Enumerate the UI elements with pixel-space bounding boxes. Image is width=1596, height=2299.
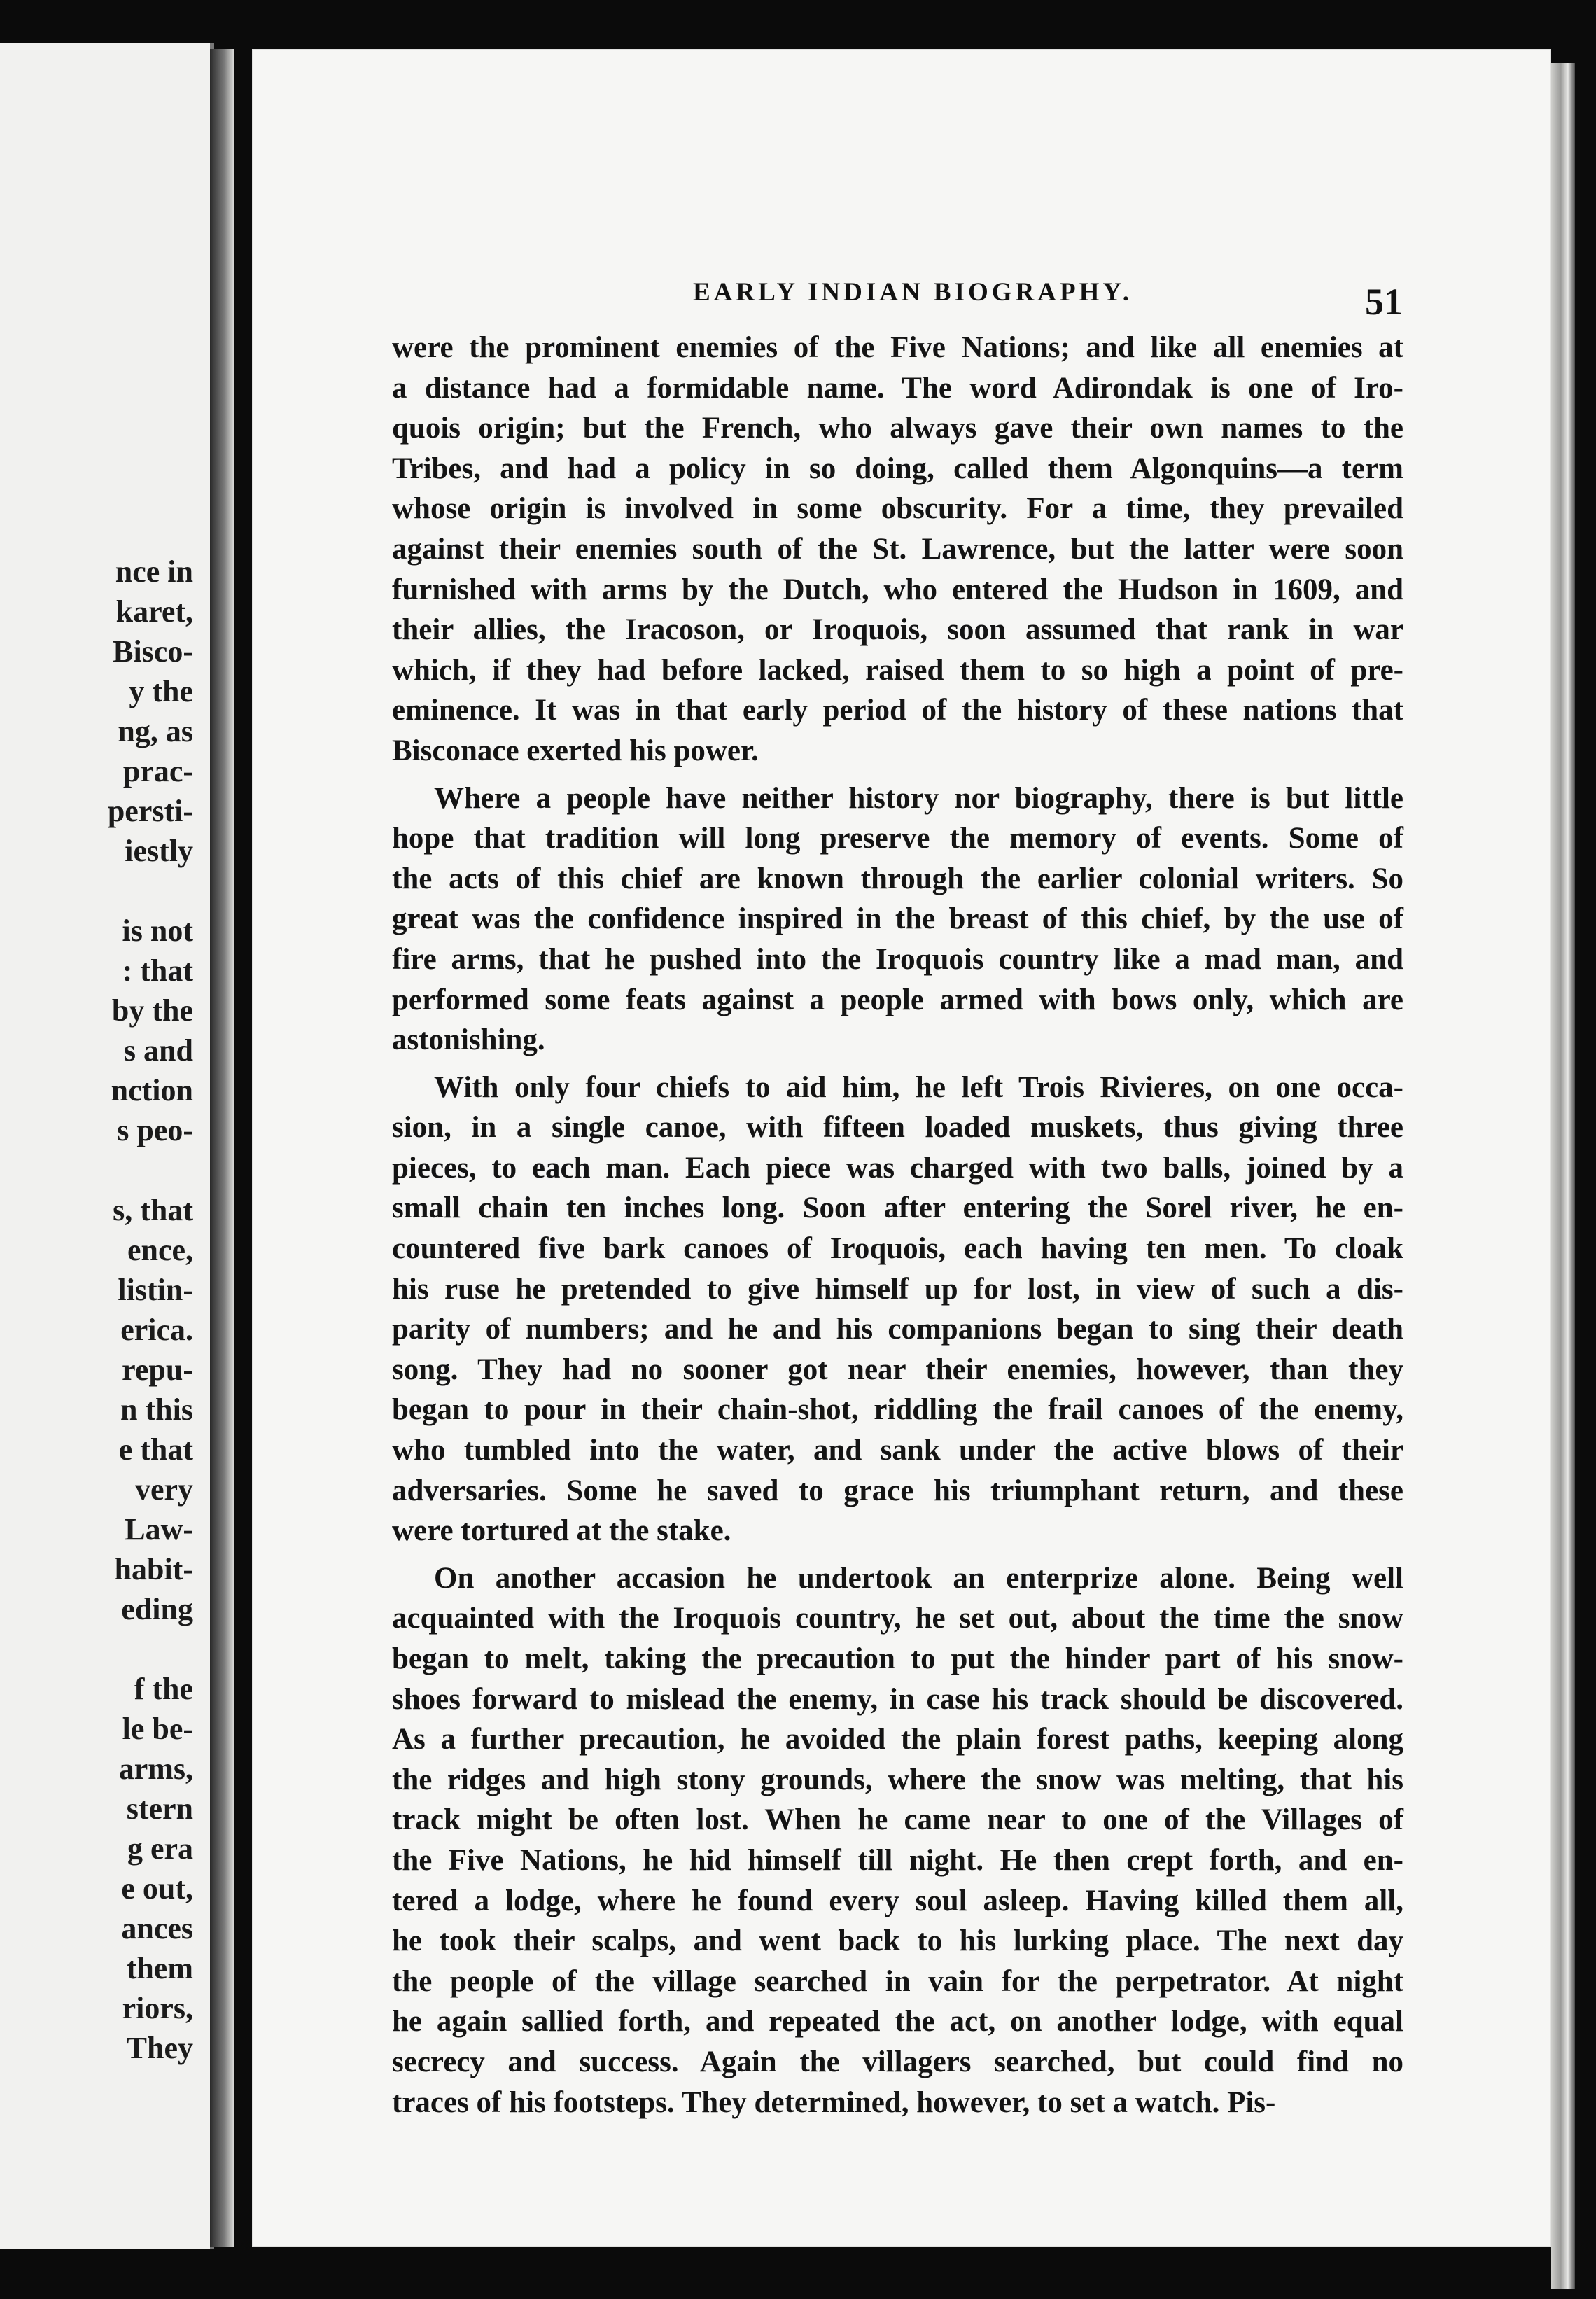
text-line: Tribes, and had a policy in so doing, called them Algonquins—a term bbox=[392, 452, 1404, 485]
text-line: With only four chiefs to aid him, he left Trois Rivieres, on one occa- bbox=[434, 1070, 1404, 1104]
text-line: the people of the village searched in vain for the perpetrator. At night bbox=[392, 1964, 1404, 1998]
left-page-fragment: prac- bbox=[122, 754, 193, 788]
text-line: countered five bark canoes of Iroquois, each having ten men. To cloak bbox=[392, 1232, 1404, 1266]
text-line: a distance had a formidable name. The word Adirondak is one of Iro- bbox=[392, 371, 1404, 405]
left-page-fragment: nction bbox=[111, 1073, 193, 1107]
left-page-fragment: ances bbox=[121, 1911, 193, 1945]
text-line: the acts of this chief are known through the earlier colonial writers. So bbox=[392, 862, 1404, 895]
left-page-fragment: They bbox=[126, 2031, 193, 2065]
left-page-fragment: n this bbox=[120, 1392, 193, 1427]
left-page-fragment: repu- bbox=[122, 1353, 193, 1387]
left-page-fragment: arms, bbox=[118, 1752, 193, 1786]
left-page-fragment: stern bbox=[126, 1791, 193, 1826]
text-line: shoes forward to mislead the enemy, in case his track should be discovered. bbox=[392, 1682, 1404, 1716]
text-line: sion, in a single canoe, with fifteen loaded muskets, thus giving three bbox=[392, 1111, 1404, 1145]
page-number: 51 bbox=[1365, 281, 1403, 323]
text-line: against their enemies south of the St. Lawrence, but the latter were soon bbox=[392, 532, 1404, 566]
left-page-fragment: le be- bbox=[122, 1712, 193, 1746]
left-page-fragment: s peo- bbox=[117, 1113, 193, 1147]
text-line: eminence. It was in that early period of the history of these nations that bbox=[392, 694, 1404, 727]
left-page-fragment: karet, bbox=[115, 594, 193, 629]
page-edge-stack bbox=[1551, 63, 1575, 2289]
text-line: were tortured at the stake. bbox=[392, 1514, 732, 1548]
left-page-fragment: by the bbox=[111, 993, 193, 1028]
left-page-fragment: s and bbox=[123, 1033, 193, 1068]
adjacent-left-page bbox=[0, 43, 214, 2249]
text-line: hope that tradition will long preserve the memory of events. Some of bbox=[392, 822, 1404, 855]
left-page-fragment: erica. bbox=[120, 1313, 193, 1347]
left-page-fragment: ence, bbox=[127, 1233, 193, 1267]
paragraph bbox=[392, 778, 1404, 1061]
text-line: furnished with arms by the Dutch, who entered the Hudson in 1609, and bbox=[392, 573, 1404, 606]
text-line: small chain ten inches long. Soon after entering the Sorel river, he en- bbox=[392, 1192, 1404, 1225]
text-line: track might be often lost. When he came near to one of the Villages of bbox=[392, 1803, 1404, 1837]
text-line: who tumbled into the water, and sank under the active blows of their bbox=[392, 1434, 1404, 1467]
running-header: EARLY INDIAN BIOGRAPHY. bbox=[693, 278, 1133, 307]
text-line: astonishing. bbox=[392, 1023, 545, 1057]
text-line: On another accasion he undertook an enterprize alone. Being well bbox=[434, 1561, 1404, 1595]
text-line: began to pour in their chain-shot, riddling the frail canoes of the enemy, bbox=[392, 1393, 1404, 1427]
text-line: he again sallied forth, and repeated the act, on another lodge, with equal bbox=[392, 2005, 1404, 2039]
left-page-fragment: : that bbox=[122, 953, 193, 988]
left-page-fragment: very bbox=[134, 1472, 193, 1507]
text-line: adversaries. Some he saved to grace his triumphant return, and these bbox=[392, 1474, 1404, 1507]
text-line: As a further precaution, he avoided the plain forest paths, keeping along bbox=[392, 1723, 1404, 1756]
book-gutter bbox=[210, 49, 234, 2247]
text-line: his ruse he pretended to give himself up for lost, in view of such a dis- bbox=[392, 1272, 1404, 1306]
text-line: pieces, to each man. Each piece was charged with two balls, joined by a bbox=[392, 1151, 1404, 1185]
left-page-fragment: riors, bbox=[122, 1991, 193, 2025]
paragraph bbox=[392, 1558, 1404, 2123]
left-page-fragment: e that bbox=[118, 1432, 193, 1467]
left-page-fragment: persti- bbox=[107, 794, 193, 828]
text-line: were the prominent enemies of the Five Nations; and like all enemies at bbox=[392, 331, 1404, 364]
text-line: the Five Nations, he hid himself till night. He then crept forth, and en- bbox=[392, 1843, 1404, 1877]
text-line: Where a people have neither history nor biography, there is but little bbox=[434, 781, 1404, 815]
left-page-fragment: ng, as bbox=[118, 714, 193, 748]
left-page-fragment: Bisco- bbox=[113, 634, 193, 669]
text-line: their allies, the Iracoson, or Iroquois, soon assumed that rank in war bbox=[392, 613, 1404, 647]
text-line: quois origin; but the French, who always gave their own names to the bbox=[392, 412, 1404, 445]
paragraph bbox=[392, 328, 1404, 771]
left-page-fragment: y the bbox=[129, 674, 193, 708]
text-line: began to melt, taking the precaution to put the hinder part of his snow- bbox=[392, 1642, 1404, 1675]
text-line: which, if they had before lacked, raised them to so high a point of pre- bbox=[392, 653, 1404, 687]
text-line: performed some feats against a people armed with bows only, which are bbox=[392, 983, 1404, 1016]
text-line: song. They had no sooner got near their enemies, however, than they bbox=[392, 1353, 1404, 1386]
text-line: the ridges and high stony grounds, where the snow was melting, that his bbox=[392, 1763, 1404, 1796]
left-page-fragment: s, that bbox=[113, 1193, 193, 1227]
text-line: parity of numbers; and he and his companions began to sing their death bbox=[392, 1313, 1404, 1346]
left-page-fragment: nce in bbox=[115, 554, 193, 589]
left-page-fragment: eding bbox=[121, 1592, 193, 1626]
left-page-fragment: iestly bbox=[125, 834, 193, 868]
text-line: tered a lodge, where he found every soul asleep. Having killed them all, bbox=[392, 1884, 1404, 1917]
left-page-fragment: g era bbox=[127, 1831, 193, 1866]
body-text bbox=[392, 328, 1404, 2130]
text-line: acquainted with the Iroquois country, he set out, about the time the snow bbox=[392, 1602, 1404, 1635]
text-line: secrecy and success. Again the villagers searched, but could find no bbox=[392, 2045, 1404, 2078]
left-page-fragment: is not bbox=[122, 914, 193, 948]
left-page-fragment: Law- bbox=[125, 1512, 193, 1546]
left-page-fragment: listin- bbox=[118, 1273, 193, 1307]
left-page-fragment: them bbox=[126, 1951, 193, 1985]
text-line: fire arms, that he pushed into the Iroquois country like a mad man, and bbox=[392, 942, 1404, 976]
text-line: whose origin is involved in some obscurity. For a time, they prevailed bbox=[392, 492, 1404, 526]
left-page-fragment: e out, bbox=[121, 1871, 193, 1906]
left-page-fragment: f the bbox=[134, 1672, 193, 1706]
text-line: great was the confidence inspired in the breast of this chief, by the use of bbox=[392, 902, 1404, 936]
text-line: he took their scalps, and went back to his lurking place. The next day bbox=[392, 1924, 1404, 1958]
text-line: Bisconace exerted his power. bbox=[392, 734, 759, 767]
paragraph bbox=[392, 1068, 1404, 1551]
left-page-fragment: habit- bbox=[114, 1552, 193, 1586]
text-line: traces of his footsteps. They determined, however, to set a watch. Pis- bbox=[392, 2085, 1276, 2119]
